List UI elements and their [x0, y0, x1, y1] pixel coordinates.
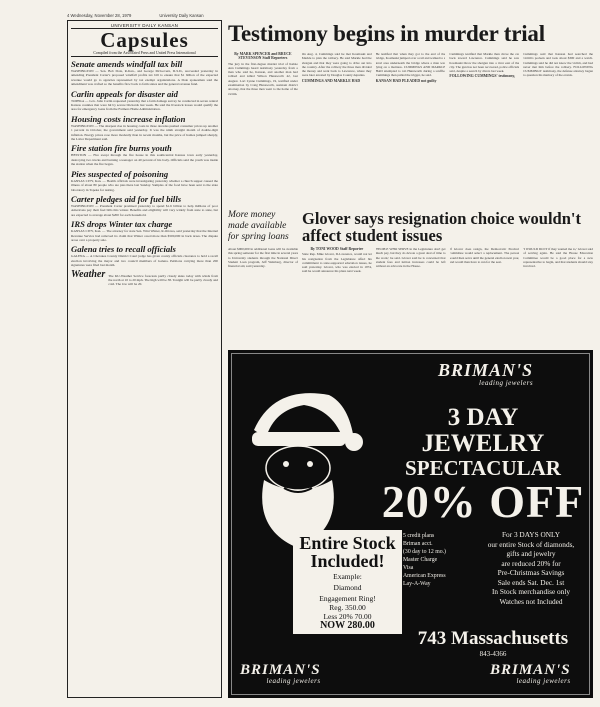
discount-amount: Less 20% 70.00: [323, 612, 372, 621]
capsules-column: [67, 20, 222, 698]
capsule-body: TOPEKA — Gov. John Carlin requested yesterday that a farm damage survey be conducted in seven central Kansas counties that were hit by severe blizzards last week. He said the livestock losses would qualify the area for emergency loans from the Farmers Home Administration.: [71, 98, 218, 112]
sale-detail-line: In Stock merchandise only: [491, 587, 571, 596]
regular-price: Reg. 350.00: [329, 603, 366, 612]
sale-price: NOW 280.00: [320, 620, 375, 631]
capsule-item: [71, 194, 218, 217]
lead-column: [302, 52, 372, 210]
brimans-logo-top: [438, 360, 533, 387]
loans-headline: More money made available for spring loans: [228, 210, 289, 242]
payment-line: 5 credit plans: [403, 533, 435, 539]
lead-paragraph: He testified that when they got to the end of the bridge, Kosmaski jumped over a rail and walked to a level area underneath the bridge where a man was lying on a mattress. CUMMINGS AND MARKLE HAD attempted to rob Hunsworth during a scuffle. Cummings then pulled the trigger, he said.: [375, 52, 446, 78]
glover-column: [523, 247, 593, 347]
glover-column: [302, 247, 372, 347]
brand-name: BRIMAN'S: [438, 360, 534, 380]
lead-paragraph: The jury in the first-degree murder trial of Kelsie Ann Cummings heard testimony yesterday from a man who said he, Kansan, and another man had robbed and killed Wilson Hunsworth 42, last August. Lori Lynne Cummings, 19, testified under examination by Craig Hunsworth, assistant district attorney, that the three men went to the home of the victim.: [228, 61, 298, 96]
capsule-body: HESSTON — Fire swept through the fire house in this southcentral Kansas town early yesterday, destroying two trucks and burning a teenager on 40 percent of his body. Officials said the youth was inside the station when the fire began.: [71, 153, 218, 167]
street-address: 743 Massachusetts: [417, 628, 569, 649]
entire-stock-label: Entire Stock Included!: [299, 533, 396, 571]
sale-line: 3 DAY: [447, 404, 519, 431]
payment-line: Visa: [403, 565, 414, 571]
capsule-item: [71, 114, 218, 142]
lead-story-columns: [228, 52, 593, 210]
page-folio: [67, 13, 587, 18]
glover-story-columns: [302, 247, 593, 347]
example-label: Example:: [333, 572, 362, 581]
lead-headline: Testimony begins in murder trial: [228, 21, 545, 46]
glover-paragraph: State Rep. Mike Glover, D-Lawrence, would not let his resignation from the Legislature affect his commitment to state-supported education issues, he said yesterday. Glover, who was elected in 1974, said he would announce his plans next week.: [302, 252, 372, 274]
payment-line: Lay-A-Way: [403, 581, 431, 587]
sale-details: [474, 530, 588, 606]
lead-column: [449, 52, 519, 210]
weather-body: The KU-Weather Service forecasts partly cloudy skies today with winds from the north at 10 to 20 mph. The high will be 38. Tonight will be partly cloudy and cold. The low will be 20.: [108, 273, 218, 287]
payment-options: [403, 532, 461, 588]
discount-text: 20% OFF: [381, 476, 585, 527]
brand-tagline: leading jewelers: [478, 379, 534, 387]
capsule-headline: Housing costs increase inflation: [71, 113, 186, 124]
brimans-logo-bottom-right: [490, 662, 571, 685]
lead-byline: By MARK SPENCER and BRUCE STEVENSON Staff Reporters: [234, 52, 292, 61]
glover-paragraph: If Glover does resign, the Democratic Precinct committee would select a replacement. The person would then serve until the general election next year, and would then have to run for the seat.: [449, 247, 520, 264]
lead-column: [376, 52, 446, 210]
capsule-item: [71, 219, 218, 242]
payment-line: Master Charge: [403, 557, 438, 563]
sale-headline: [378, 405, 588, 525]
phone-number: 843-4366: [479, 650, 507, 658]
lead-column: [228, 52, 298, 210]
brand-name: BRIMAN'S: [490, 662, 571, 678]
capsules-subtitle: Compiled from the Associated Press and United Press International: [71, 51, 218, 57]
lead-column: [523, 52, 593, 210]
sale-detail-line: gifts and jewelry: [506, 549, 556, 558]
capsule-item: [71, 89, 218, 112]
glover-column: [450, 247, 520, 347]
capsule-headline: Carlin appeals for disaster aid: [71, 88, 178, 99]
capsule-item: [71, 169, 218, 192]
capsule-headline: Galena tries to recall officials: [71, 244, 176, 255]
sale-detail-line: Watches not Included: [499, 596, 563, 606]
sale-detail-line: Sale ends Sat. Dec. 1st: [497, 577, 565, 587]
brand-name: BRIMAN'S: [240, 662, 321, 678]
glover-paragraph: 'I WOULD DO IT if they wanted me to,' Glover said of serving again. He said the House Education Committee would be a good place for a new representative to begin, and that students should stay involved.: [523, 247, 593, 269]
lead-paragraph: Cummings testified that Markle then drove the car back toward Lawrence. Cummings said he saw Kosmaski throw the shotgun into a river east of the city. The gun has not been recovered, police officials said, despite a search by divers last week.: [449, 52, 520, 74]
sale-detail-line: are reduced 20% for: [501, 558, 561, 568]
folio-left: 4 Wednesday, November 28, 1979: [67, 13, 132, 18]
weather-item: [71, 268, 218, 287]
capsule-body: WASHINGTON — President Carter promised yesterday to spend $1.6 billion to help millions of poor Americans pay their fuel bills this winter. Benefits and eligibility will vary widely from state to state, but are expected to average about $200 for each household.: [71, 203, 218, 217]
glover-paragraph: 'PEOPLE WHO SERVE in the Legislature don't get much pay, but they do devote a great deal of time to the work,' he said. Glover said he is concerned that student fees and tuition increases could be left without an advocate in the House.: [375, 247, 446, 269]
brimans-advertisement: [228, 350, 593, 698]
capsule-headline: IRS drops Winter tax charge: [71, 219, 173, 230]
payment-line: (30 day to 12 mo.): [403, 549, 446, 555]
lead-paragraph: On Aug. 4, Cummings said he met Kosmaski and Markle to plan the robbery. He said Markle had the shotgun and that they were going to drive out into the country. After the robbery the three men divided the money and went back to Lawrence, where they were later arrested by Douglas County deputies.: [301, 52, 372, 78]
glover-column: [376, 247, 446, 347]
sale-detail-line: Pre-Christmas Savings: [497, 568, 565, 577]
store-address: [408, 628, 578, 658]
capsule-headline: Carter pledges aid for fuel bills: [71, 193, 182, 204]
capsule-item: [71, 244, 218, 267]
capsule-body: KANSAS CITY, Kan. — Health officials were investigating yesterday whether a church supper caused the illness of about 80 people who ate pies there last Sunday. Samples of the food have been sent to the state laboratory in Topeka for testing.: [71, 178, 218, 192]
entire-stock-box: [293, 530, 402, 634]
capsule-headline: Fire station fire burns youth: [71, 143, 172, 154]
capsule-body: GALENA — A Cherokee County District Court judge has given county officials clearance to hold a recall election involving the mayor and two council members of Galena. Petitions carrying more than 200 signatures were filed last month.: [71, 254, 218, 268]
capsule-body: WASHINGTON — Sen. Bob Dole, R-Kan., and George McGovern, D-S.D., succeeded yesterday in amending President Carter's proposed windfall profits tax bill to ensure that $1 billion of the expected revenue would go to agencies represented by tax exempt organizations. A Dole spokesman said the amendment was crafted so the benefits flow back to farm states and the general revenue fund.: [71, 69, 218, 87]
glover-byline: By TONI WOOD Staff Reporter: [310, 247, 364, 251]
lead-subhead: KANSAN HAD PLEADED not guilty: [375, 78, 437, 83]
example-item: Engagement Ring!: [319, 594, 376, 603]
weather-headline: Weather: [71, 268, 106, 280]
capsule-item: [71, 143, 218, 166]
lead-paragraph: Cummings said that Kansan had searched the victim's pockets and took about $300 and a watch. Cummings said he did not know the victim, and had never met him before the robbery. FOLLOWING CUMMINGS' testimony, the defense attorney began to question his memory of the events.: [523, 52, 593, 78]
sale-detail-line: our entire Stock of diamonds,: [487, 539, 575, 549]
brimans-logo-bottom-left: [240, 662, 321, 685]
lead-subhead: FOLLOWING CUMMINGS' testimony,: [449, 74, 516, 79]
lead-subhead: CUMMINGS AND MARKLE HAD: [301, 78, 361, 83]
sale-detail-line: For 3 DAYS ONLY: [502, 530, 560, 539]
capsule-body: WASHINGTON — The sharpest rise in housing costs in three decades pushed consumer prices up another 1 percent in October, the government said yesterday. It was the ninth straight month of double-digit inflation. Energy prices rose more modestly than in recent months, but the price of homes jumped sharply, the Labor Department said.: [71, 123, 218, 142]
capsule-body: KANSAS CITY, Kan. — The attorney for state Sen. Wint Winter, R-Ottawa, said yesterday that the Internal Revenue Service had removed its claim that Winter owed more than $500,000 in back taxes. The dispute arose over a property sale.: [71, 229, 218, 242]
example-item: Diamond: [333, 583, 362, 592]
sale-line: SPECTACULAR: [405, 456, 561, 480]
capsule-headline: Senate amends windfall tax bill: [71, 59, 183, 69]
payment-line: Briman acct.: [403, 541, 433, 547]
capsules-kicker: UNIVERSITY DAILY KANSAN: [71, 23, 218, 29]
sale-line: JEWELRY: [421, 430, 545, 457]
brand-tagline: leading jewelers: [266, 677, 321, 685]
santa-illustration: [234, 380, 364, 550]
loans-body: About $900,000 in additional loans will be available this spring semester for the first time in several years to University students through the National Direct Student Loan program, Jeff Weinberg, director of financial aid, said yesterday.: [228, 247, 298, 269]
capsules-title: Capsules: [100, 28, 189, 52]
capsule-item: [71, 59, 218, 87]
capsule-headline: Pies suspected of poisoning: [71, 168, 169, 179]
brand-tagline: leading jewelers: [516, 677, 571, 685]
payment-line: American Express: [403, 573, 446, 579]
folio-right: University Daily Kansan: [159, 13, 204, 18]
glover-headline: Glover says resignation choice wouldn't affect student issues: [302, 209, 581, 245]
